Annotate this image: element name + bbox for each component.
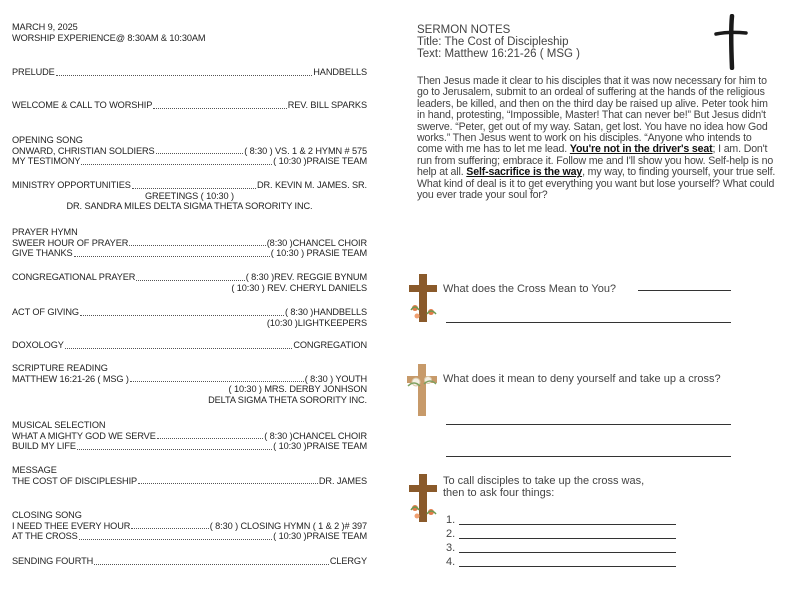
item-value: REV. BILL SPARKS — [287, 100, 367, 110]
item-value: DR. JAMES — [318, 475, 367, 486]
item-label: WELCOME & CALL TO WORSHIP — [12, 100, 153, 110]
answer-line[interactable] — [446, 456, 731, 457]
item-value-alt: (10:30 )LIGHTKEEPERS — [266, 317, 367, 328]
answer-line[interactable] — [459, 524, 676, 525]
wooden-cross-icon — [406, 472, 440, 526]
brush-cross-icon — [714, 14, 748, 70]
emphasis-drivers-seat: You're not in the driver's seat — [569, 143, 713, 156]
item-label: THE COST OF DISCIPLESHIP — [12, 475, 138, 486]
message-item — [12, 465, 367, 486]
item-value: ( 8:30 ) VS. 1 & 2 HYMN # 575 — [244, 145, 367, 156]
scripture-passage: Then Jesus made it clear to his disciples that it was now necessary for him to go to Jerusalem, submit to an ordeal of suffering at the hands of the religious leaders, be killed, and then on the third day be raised up alive. Peter took him in hand, protesting, “Impossible, Master! That can never be!” But Jesus didn't swerve. “Peter, get out of my way. Satan, get lost. You have no idea how God works.” Then Jesus went to work on his disciples. “Anyone who intends to come with me has to let me lead. You're not in the driver's seat; I am. Don't run from suffering; embrace it. Follow me and I'll show you how. Self-help is no help at all. Self-sacrifice is the way, my way, to finding yourself, your true self. What kind of deal is it to get everything you want but lose yourself? What could you ever trade your soul for? — [417, 75, 776, 202]
worship-times: WORSHIP EXPERIENCE@ 8:30AM & 10:30AM — [12, 32, 206, 43]
item-value: ( 8:30 )CHANCEL CHOIR — [264, 430, 367, 441]
list-item: 3. — [446, 541, 676, 555]
list-item: 4. — [446, 555, 676, 569]
item-label: MY TESTIMONY — [12, 156, 81, 167]
item-label: MATTHEW 16:21-26 ( MSG ) — [12, 373, 129, 384]
question-3: To call disciples to take up the cross was, then to ask four things: — [443, 475, 645, 499]
opening-song-item — [12, 135, 367, 167]
answer-line[interactable] — [459, 566, 676, 567]
item-value: ( 8:30 )HANDBELLS — [284, 307, 367, 317]
item-label: BUILD MY LIFE — [12, 441, 76, 452]
notes-heading: SERMON NOTES — [417, 24, 511, 36]
question-1: What does the Cross Mean to You? — [443, 283, 617, 295]
wooden-cross-icon — [406, 272, 440, 326]
sermon-title: Title: The Cost of Discipleship — [417, 36, 569, 48]
item-value: ( 10:30 )PRAISE TEAM — [273, 156, 367, 167]
scripture-item — [12, 363, 367, 405]
prayer-hymn-item — [12, 227, 367, 259]
welcome-item — [12, 100, 367, 111]
prelude-item — [12, 67, 367, 78]
emphasis-self-sacrifice: Self-sacrifice is the way — [466, 166, 583, 179]
item-label: I NEED THEE EVERY HOUR — [12, 520, 131, 531]
giving-item — [12, 307, 367, 328]
item-label: DOXOLOGY — [12, 340, 64, 350]
item-value: ( 10:30 ) PRASIE TEAM — [270, 248, 367, 259]
item-label: ACT OF GIVING — [12, 307, 79, 317]
item-heading: PRAYER HYMN — [12, 227, 78, 237]
item-label: ONWARD, CHRISTIAN SOLDIERS — [12, 145, 155, 156]
item-label: SWEER HOUR OF PRAYER — [12, 237, 129, 248]
doxology-item — [12, 340, 367, 351]
item-heading: SCRIPTURE READING — [12, 363, 108, 373]
item-heading: CLOSING SONG — [12, 510, 82, 520]
answer-line[interactable] — [459, 552, 676, 553]
sermon-text: Text: Matthew 16:21-26 ( MSG ) — [417, 48, 580, 60]
musical-selection-item — [12, 420, 367, 452]
item-value: ( 10:30 )PRAISE TEAM — [273, 441, 367, 452]
service-date: MARCH 9, 2025 — [12, 22, 78, 32]
item-value-alt: ( 10:30 ) MRS. DERBY JONHSON — [228, 384, 367, 395]
item-value: CLERGY — [329, 556, 367, 566]
congregational-prayer-item — [12, 272, 367, 293]
item-label: SENDING FOURTH — [12, 556, 94, 566]
greeters: DR. SANDRA MILES DELTA SIGMA THETA SORORITY INC. — [66, 201, 313, 212]
lily-cross-icon — [404, 362, 440, 418]
item-value-alt: DELTA SIGMA THETA SORORITY INC. — [208, 394, 367, 405]
answer-line[interactable] — [446, 322, 731, 323]
answer-line[interactable] — [638, 290, 731, 291]
item-value: ( 8:30 ) YOUTH — [304, 373, 367, 384]
item-label: MINISTRY OPPORTUNITIES — [12, 180, 131, 190]
item-heading: OPENING SONG — [12, 135, 83, 145]
ministry-item — [12, 180, 367, 212]
item-label: AT THE CROSS — [12, 531, 78, 542]
item-value: CONGREGATION — [293, 340, 367, 350]
list-item: 1. — [446, 513, 676, 527]
item-value: ( 8:30 ) CLOSING HYMN ( 1 & 2 )# 397 — [209, 520, 367, 531]
answer-line[interactable] — [446, 424, 731, 425]
numbered-answers — [446, 513, 676, 569]
greetings-label: GREETINGS ( 10:30 ) — [145, 190, 234, 201]
item-value: ( 8:30 )REV. REGGIE BYNUM — [245, 272, 367, 282]
item-heading: MESSAGE — [12, 465, 57, 475]
item-heading: MUSICAL SELECTION — [12, 420, 106, 430]
item-label: GIVE THANKS — [12, 248, 73, 259]
question-2: What does it mean to deny yourself and take up a cross? — [443, 373, 721, 385]
item-value-alt: ( 10:30 ) REV. CHERYL DANIELS — [231, 282, 367, 293]
item-value: (8:30 )CHANCEL CHOIR — [266, 237, 367, 248]
list-item: 2. — [446, 527, 676, 541]
item-value: DR. KEVIN M. JAMES. SR. — [256, 180, 367, 190]
item-label: CONGREGATIONAL PRAYER — [12, 272, 136, 282]
item-value: HANDBELLS — [313, 67, 367, 77]
answer-line[interactable] — [459, 538, 676, 539]
sending-item — [12, 556, 367, 567]
service-header — [12, 22, 367, 43]
item-label: WHAT A MIGHTY GOD WE SERVE — [12, 430, 156, 441]
item-value: ( 10:30 )PRAISE TEAM — [273, 531, 367, 542]
closing-song-item — [12, 510, 367, 542]
item-label: PRELUDE — [12, 67, 55, 77]
